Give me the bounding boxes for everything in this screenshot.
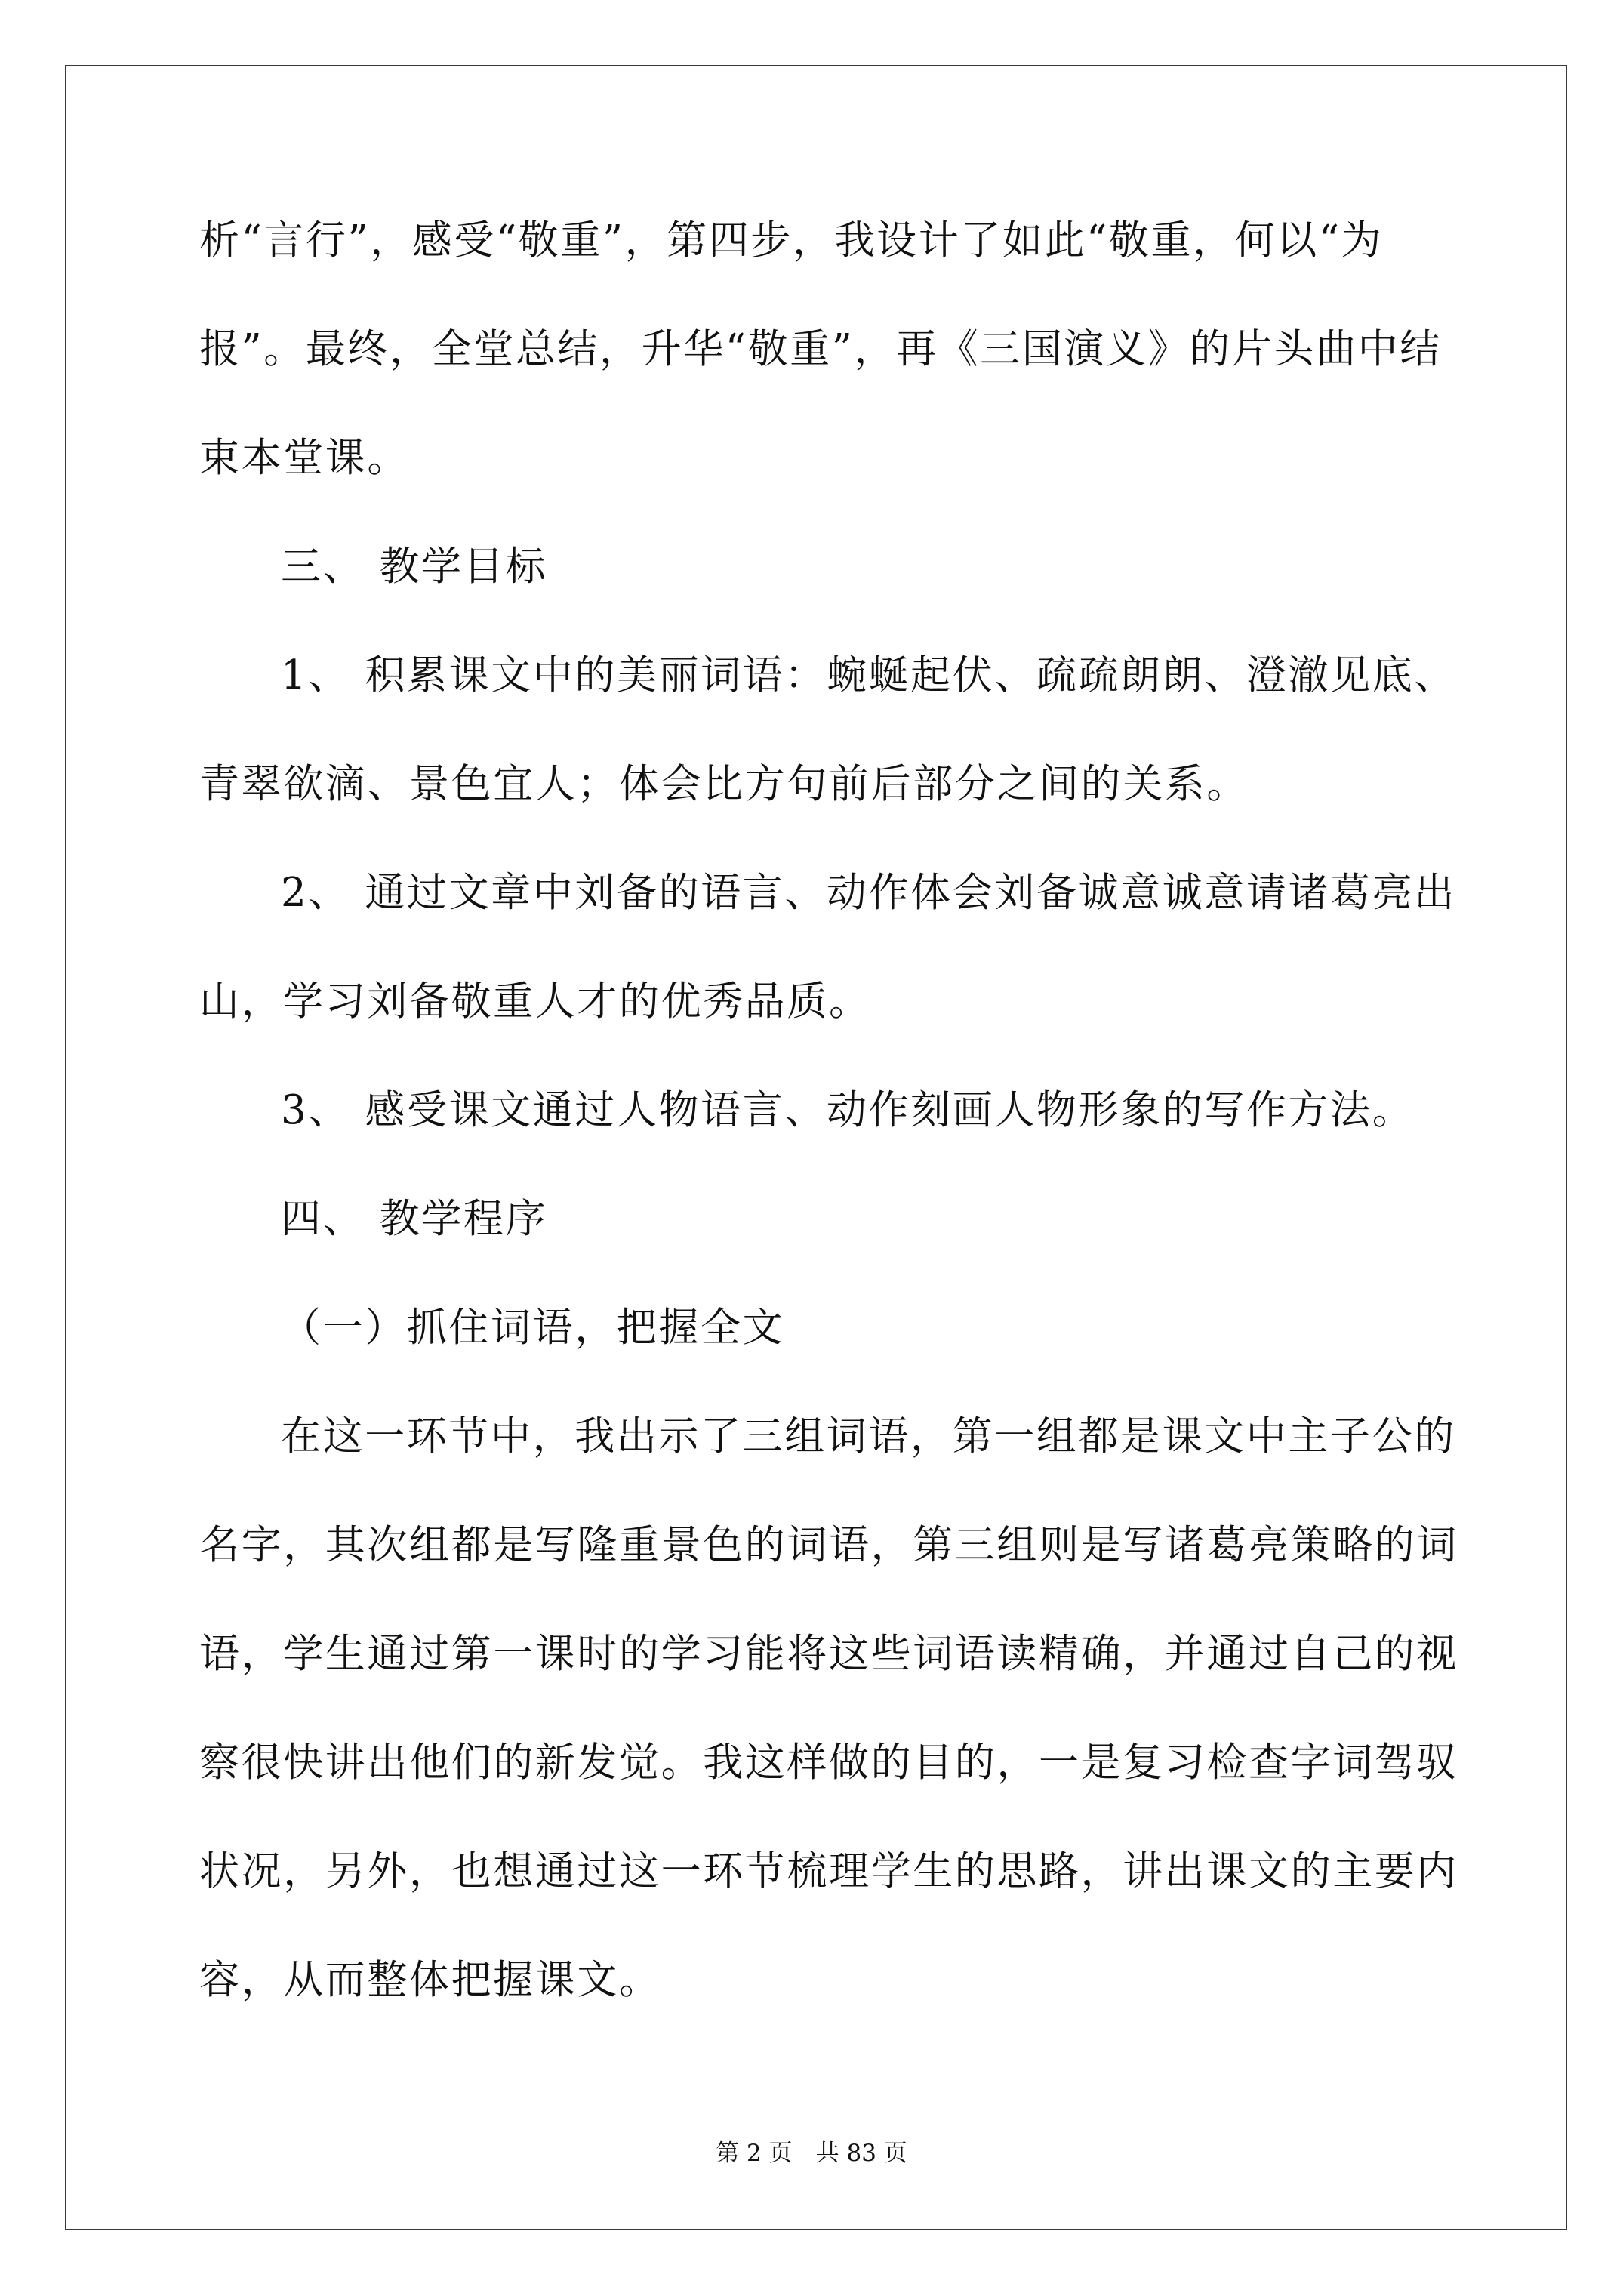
list-item: 1、 积累课文中的美丽词语：蜿蜒起伏、疏疏朗朗、澄澈见底、: [281, 652, 1456, 698]
section-heading: 四、 教学程序: [281, 1196, 548, 1242]
section-heading: 三、 教学目标: [281, 544, 548, 590]
page-number-footer: 第 2 页 共 83 页: [716, 2140, 907, 2167]
text-line: 报”。最终，全堂总结，升华“敬重”，再《三国演义》的片头曲中结: [199, 326, 1442, 372]
text-line: 容，从而整体把握课文。: [199, 1957, 661, 2003]
list-item: 2、 通过文章中刘备的语言、动作体会刘备诚意诚意请诸葛亮出: [281, 870, 1456, 916]
subsection-heading: （一）抓住词语，把握全文: [281, 1305, 785, 1351]
text-line: 名字，其次组都是写隆重景色的词语，第三组则是写诸葛亮策略的词: [199, 1522, 1458, 1568]
text-line: 状况，另外，也想通过这一环节梳理学生的思路，讲出课文的主要内: [199, 1848, 1458, 1894]
text-line: 山，学习刘备敬重人才的优秀品质。: [199, 978, 871, 1025]
page-frame: [65, 65, 1567, 2230]
text-line: 语，学生通过第一课时的学习能将这些词语读精确，并通过自己的视: [199, 1631, 1458, 1677]
text-line: 青翠欲滴、景色宜人；体会比方句前后部分之间的关系。: [199, 761, 1249, 807]
text-line: 察很快讲出他们的新发觉。我这样做的目的，一是复习检查字词驾驭: [199, 1740, 1458, 1786]
list-item: 3、 感受课文通过人物语言、动作刻画人物形象的写作方法。: [281, 1087, 1415, 1133]
text-line: 析“言行”，感受“敬重”，第四步，我设计了如此“敬重，何以“为: [199, 217, 1384, 264]
paragraph-start: 在这一环节中，我出示了三组词语，第一组都是课文中主子公的: [281, 1413, 1456, 1459]
text-line: 束本堂课。: [199, 435, 409, 481]
